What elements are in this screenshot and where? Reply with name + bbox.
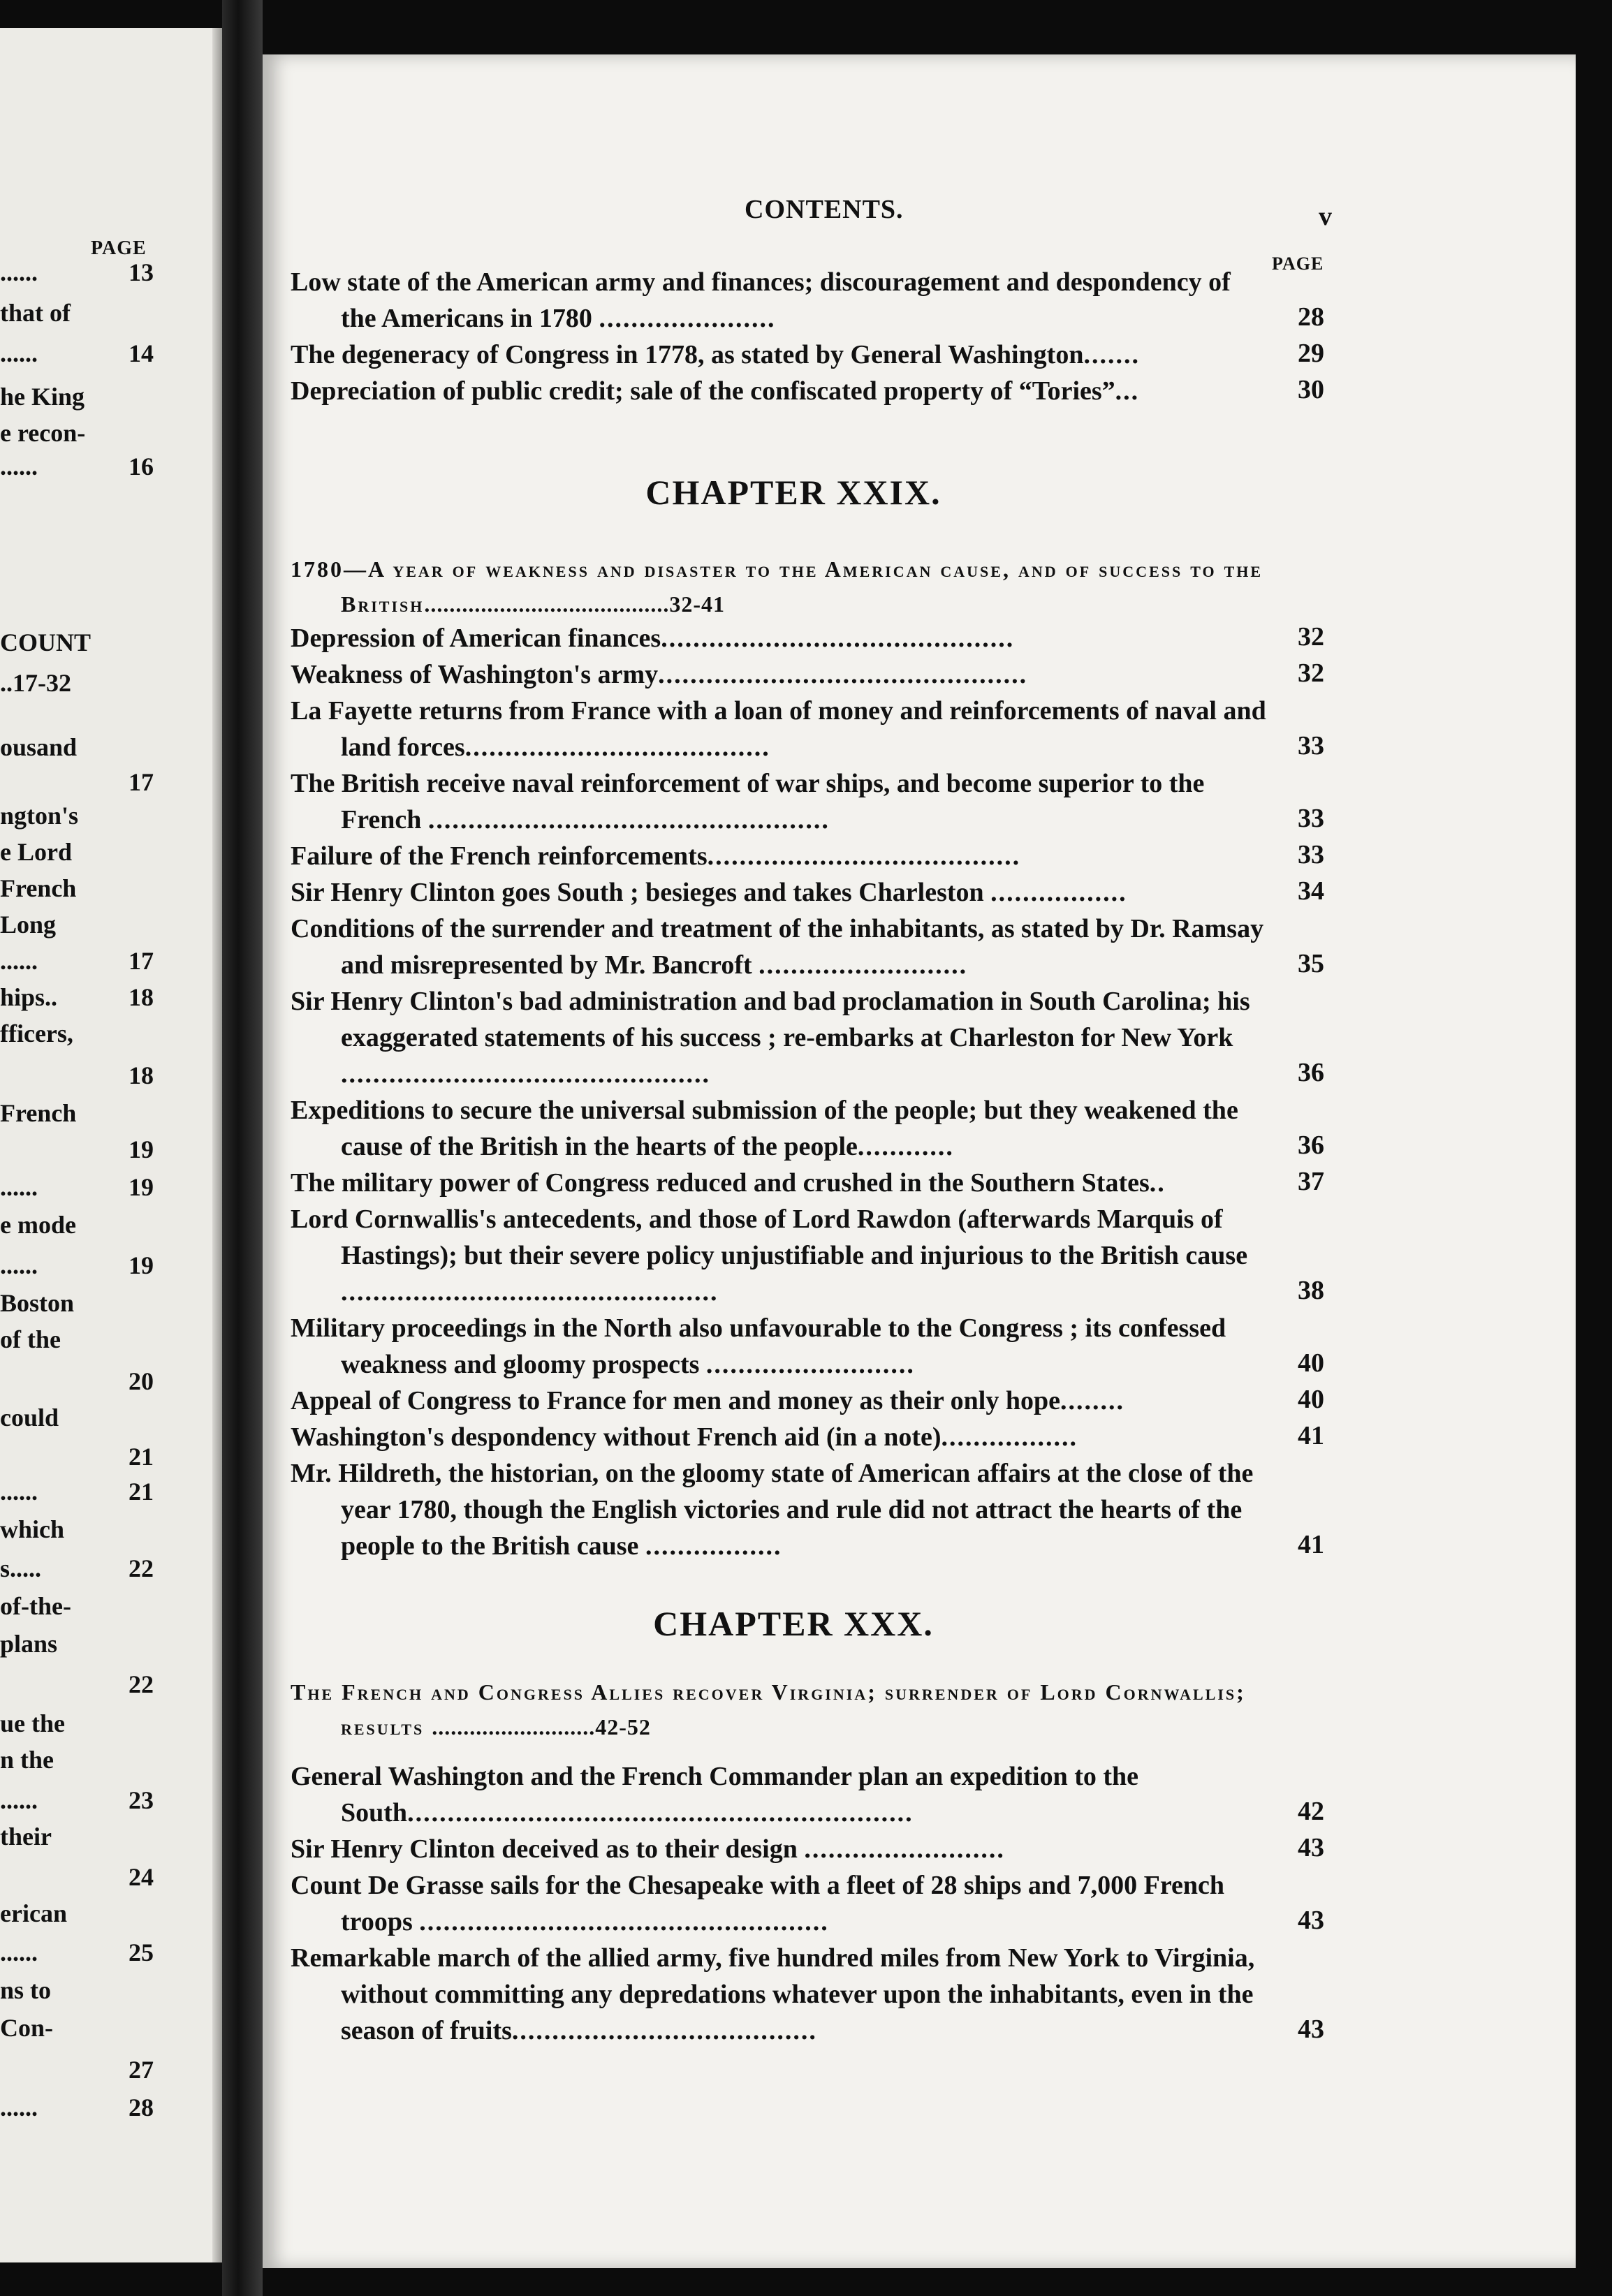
toc-entry-title: Sir Henry Clinton goes South ; besieges and takes Charleston	[291, 878, 991, 907]
toc-entry-text	[291, 656, 1296, 693]
left-page-line-text: ......	[0, 1251, 38, 1279]
left-page-line-text: Long	[0, 911, 57, 939]
toc-entry-title: La Fayette returns from France with a loan of money and reinforcements of naval and land forces	[291, 696, 1266, 762]
left-page-line-text: Boston	[0, 1289, 75, 1317]
left-page-line-text: e recon-	[0, 419, 86, 447]
toc-entry-page: 41	[1298, 1530, 1324, 1559]
toc-entry-title: Appeal of Congress to France for men and money as their only hope	[291, 1386, 1060, 1415]
left-page-col-label: PAGE	[91, 237, 147, 259]
toc-entry-leader: ......................................	[511, 2016, 817, 2045]
toc-entry	[291, 693, 1324, 765]
toc-entry-title: Mr. Hildreth, the historian, on the gloomy state of American affairs at the close of the year 1780, though the English victories and rule did not attract the hearts of the people to the British cause	[291, 1459, 1254, 1561]
toc-entry-title: Washington's despondency without French aid (in a note)	[291, 1422, 941, 1452]
page-column-label: PAGE	[1272, 253, 1324, 274]
toc-entry-page: 29	[1298, 339, 1324, 368]
left-page-line-page: 17	[129, 947, 154, 975]
left-page-gutter	[212, 28, 222, 2262]
toc-entry	[291, 656, 1324, 693]
left-page-line-page: 20	[129, 1367, 154, 1395]
chapter-xxix-summary-dots: .......................................	[424, 591, 670, 617]
toc-entry-title: Sir Henry Clinton deceived as to their design	[291, 1834, 805, 1864]
toc-entry	[291, 264, 1324, 337]
chapter-xxx-entries	[263, 1758, 1576, 2049]
left-page-line-page: 28	[129, 2093, 154, 2121]
toc-entry-text	[291, 1383, 1296, 1419]
left-page-line-text: ......	[0, 452, 38, 480]
toc-entry-leader: ..........................	[705, 1350, 915, 1379]
left-page-line-text: ue the	[0, 1709, 65, 1737]
chapter-xxx-summary	[291, 1675, 1305, 1744]
chapter-xxix-summary	[291, 552, 1305, 621]
left-page-line-page: 21	[129, 1478, 154, 1506]
toc-entry-text	[291, 337, 1296, 373]
toc-entry	[291, 1831, 1324, 1867]
left-page-line-text: hips..	[0, 983, 58, 1011]
left-page-line-page: 18	[129, 1061, 154, 1089]
toc-entry	[291, 1867, 1324, 1940]
left-page-line-text: he King	[0, 383, 85, 411]
toc-entry-page: 33	[1298, 804, 1324, 833]
toc-entry-title: Depression of American finances	[291, 624, 661, 653]
left-page-line-page: 19	[129, 1135, 154, 1163]
left-facing-page	[0, 28, 222, 2262]
chapter-xxix-range: 32-41	[669, 591, 726, 617]
toc-entry-text	[291, 693, 1296, 765]
toc-entry-text	[291, 373, 1296, 409]
toc-entry	[291, 1383, 1324, 1419]
left-page-line-page: 21	[129, 1443, 154, 1471]
toc-entry-text	[291, 1201, 1296, 1310]
toc-entry-leader: ...	[1115, 376, 1140, 406]
toc-entry-title: Weakness of Washington's army	[291, 660, 659, 689]
left-page-line-text: ......	[0, 1478, 38, 1506]
toc-entry-title: Depreciation of public credit; sale of the confiscated property of “Tories”	[291, 376, 1115, 406]
toc-entry-page: 28	[1298, 302, 1324, 332]
toc-entry	[291, 373, 1324, 409]
page-header	[263, 194, 1576, 236]
left-page-line-text: ......	[0, 339, 38, 367]
left-page-line-text: ......	[0, 1786, 38, 1814]
entries-top	[263, 264, 1576, 409]
toc-entry-text	[291, 1419, 1296, 1455]
toc-entry-page: 32	[1298, 622, 1324, 652]
toc-entry-text	[291, 874, 1296, 911]
chapter-xxix-entries	[263, 620, 1576, 1564]
toc-entry-text	[291, 620, 1296, 656]
toc-entry	[291, 911, 1324, 983]
left-page-line-text: n the	[0, 1746, 54, 1774]
left-page-line-page: 27	[129, 2056, 154, 2084]
left-page-line-text: ..17-32	[0, 669, 71, 697]
left-page-line-page: 22	[129, 1554, 154, 1582]
left-page-line-text: COUNT	[0, 628, 91, 656]
toc-entry-leader: ..................................................	[427, 805, 830, 834]
left-page-line-text: French	[0, 1099, 77, 1127]
left-page-line-page: 19	[129, 1251, 154, 1279]
toc-entry-page: 40	[1298, 1385, 1324, 1414]
left-page-line-text: ......	[0, 258, 38, 286]
toc-entry-leader: .................	[645, 1531, 782, 1561]
toc-entry-page: 42	[1298, 1797, 1324, 1826]
left-page-line-text: e mode	[0, 1211, 76, 1239]
left-page-line-page: 19	[129, 1173, 154, 1201]
left-page-line-text: of-the-	[0, 1592, 71, 1620]
toc-entry-leader: .........................	[804, 1834, 1005, 1864]
toc-entry-page: 38	[1298, 1276, 1324, 1305]
chapter-xxx-title: CHAPTER XXX.	[653, 1604, 934, 1643]
toc-entry-page: 43	[1298, 2015, 1324, 2044]
left-page-line-text: e Lord	[0, 838, 72, 866]
chapter-xxx-summary-text: The French and Congress Allies recover Virginia; surrender of Lord Cornwallis; results	[291, 1679, 1246, 1739]
toc-entry-leader: ............................................	[661, 624, 1015, 653]
toc-entry	[291, 838, 1324, 874]
toc-entry-text	[291, 838, 1296, 874]
toc-entry-text	[291, 1310, 1296, 1383]
toc-entry-title: Count De Grasse sails for the Chesapeake with a fleet of 28 ships and 7,000 French troops	[291, 1871, 1225, 1936]
toc-entry	[291, 1092, 1324, 1165]
toc-entry-page: 35	[1298, 949, 1324, 978]
toc-entry-text	[291, 264, 1296, 337]
toc-entry-title: The British receive naval reinforcement of war ships, and become superior to the French	[291, 769, 1205, 834]
toc-entry-title: The military power of Congress reduced and crushed in the Southern States	[291, 1168, 1150, 1198]
left-page-line-page: 14	[129, 339, 154, 367]
left-page-line-page: 18	[129, 983, 154, 1011]
toc-entry-title: Remarkable march of the allied army, five hundred miles from New York to Virginia, without committing any depredations whatever upon the inhabitants, even in the season of fruits	[291, 1943, 1255, 2045]
contents-page	[263, 54, 1576, 2268]
toc-entry-leader: ......................................	[464, 733, 770, 762]
toc-entry	[291, 337, 1324, 373]
toc-entry-text	[291, 1455, 1296, 1564]
running-title: CONTENTS.	[745, 195, 904, 224]
left-page-line-text: ......	[0, 947, 38, 975]
left-page-line-text: plans	[0, 1630, 58, 1658]
toc-entry	[291, 874, 1324, 911]
toc-entry-page: 43	[1298, 1906, 1324, 1935]
toc-entry	[291, 1455, 1324, 1564]
toc-entry-text	[291, 983, 1296, 1092]
toc-entry-page: 36	[1298, 1131, 1324, 1160]
toc-entry	[291, 1165, 1324, 1201]
toc-entry-title: General Washington and the French Commander plan an expedition to the South	[291, 1762, 1139, 1827]
toc-entry-leader: ..	[1149, 1168, 1166, 1198]
toc-entry-leader: ...............................................................	[407, 1798, 914, 1827]
left-page-line-text: of the	[0, 1325, 61, 1353]
toc-entry-text	[291, 911, 1296, 983]
toc-entry-leader: ..............................................	[658, 660, 1028, 689]
left-page-line-page: 17	[129, 768, 154, 796]
toc-entry-leader: ...................................................	[419, 1907, 829, 1936]
chapter-xxx-summary-dots: ..........................	[432, 1714, 596, 1739]
left-page-line-page: 24	[129, 1863, 154, 1891]
left-page-line-text: ousand	[0, 733, 78, 761]
toc-entry	[291, 1310, 1324, 1383]
toc-entry-title: Expeditions to secure the universal submission of the people; but they weakened the cause of the British in the hearts of the people	[291, 1096, 1238, 1161]
toc-entry-text	[291, 1758, 1296, 1831]
toc-entry	[291, 765, 1324, 838]
toc-entry-page: 43	[1298, 1833, 1324, 1862]
toc-entry-title: Failure of the French reinforcements	[291, 841, 708, 871]
toc-entry-title: Low state of the American army and finances; discouragement and despondency of the Americans in 1780	[291, 267, 1231, 333]
toc-entry-page: 36	[1298, 1058, 1324, 1087]
left-page-line-text: could	[0, 1404, 59, 1432]
toc-entry-page: 32	[1298, 658, 1324, 688]
toc-entry-title: The degeneracy of Congress in 1778, as stated by General Washington	[291, 340, 1084, 369]
toc-entry-text	[291, 1092, 1296, 1165]
toc-entry-leader: ...............................................	[341, 1277, 719, 1307]
book-binding	[222, 0, 263, 2296]
page-number: v	[1319, 202, 1332, 231]
left-page-line-text: French	[0, 874, 77, 902]
left-page-line-text: erican	[0, 1899, 67, 1927]
toc-entry-page: 34	[1298, 876, 1324, 906]
toc-entry-leader: .................	[941, 1422, 1078, 1452]
left-page-line-page: 22	[129, 1670, 154, 1698]
toc-entry	[291, 620, 1324, 656]
toc-entry-title: Military proceedings in the North also unfavourable to the Congress ; its confessed weakness and gloomy prospects	[291, 1313, 1226, 1379]
chapter-xxix-title: CHAPTER XXIX.	[645, 473, 941, 512]
toc-entry-page: 33	[1298, 731, 1324, 760]
toc-entry-title: Conditions of the surrender and treatment of the inhabitants, as stated by Dr. Ramsay and misrepresented by Mr. Bancroft	[291, 914, 1264, 980]
left-page-line-page: 25	[129, 1938, 154, 1966]
toc-entry-leader: ..............................................	[341, 1059, 710, 1089]
left-page-line-text: ......	[0, 2093, 38, 2121]
toc-entry-page: 40	[1298, 1348, 1324, 1378]
left-page-line-text: their	[0, 1823, 52, 1850]
toc-entry-text	[291, 1867, 1296, 1940]
left-page-line-text: ......	[0, 1938, 38, 1966]
left-page-line-text: fficers,	[0, 1020, 73, 1047]
toc-entry-text	[291, 1165, 1296, 1201]
toc-entry	[291, 1940, 1324, 2049]
toc-entry	[291, 1419, 1324, 1455]
toc-entry-leader: .......................................	[707, 841, 1021, 871]
toc-entry-leader: .................	[990, 878, 1127, 907]
toc-entry-leader: ........	[1060, 1386, 1124, 1415]
left-page-line-page: 16	[129, 452, 154, 480]
left-page-line-text: that of	[0, 299, 71, 327]
left-page-line-page: 23	[129, 1786, 154, 1814]
toc-entry-leader: ............	[857, 1132, 954, 1161]
toc-entry-text	[291, 765, 1296, 838]
toc-entry-title: Lord Cornwallis's antecedents, and those of Lord Rawdon (afterwards Marquis of Hastings); but their severe policy unjustifiable and injurious to the British cause	[291, 1205, 1248, 1270]
left-page-line-text: ns to	[0, 1976, 52, 2004]
toc-entry-leader: ..........................	[759, 950, 968, 980]
toc-entry-page: 37	[1298, 1167, 1324, 1196]
toc-entry	[291, 1201, 1324, 1310]
toc-entry-text	[291, 1831, 1296, 1867]
toc-entry-page: 33	[1298, 840, 1324, 869]
left-page-line-text: Con-	[0, 2014, 54, 2042]
left-page-line-text: which	[0, 1515, 65, 1543]
left-page-line-page: 13	[129, 258, 154, 286]
left-page-line-text: s.....	[0, 1554, 42, 1582]
chapter-xxix-summary-text: 1780—A year of weakness and disaster to the American cause, and of success to the British	[291, 557, 1263, 617]
toc-entry-page: 30	[1298, 375, 1324, 404]
toc-entry	[291, 1758, 1324, 1831]
left-page-line-text: ngton's	[0, 802, 79, 830]
toc-entry	[291, 983, 1324, 1092]
toc-entry-text	[291, 1940, 1296, 2049]
toc-entry-page: 41	[1298, 1421, 1324, 1450]
toc-entry-title: Sir Henry Clinton's bad administration and bad proclamation in South Carolina; his exaggerated statements of his success ; re-embarks at Charleston for New York	[291, 987, 1250, 1052]
chapter-xxx-range: 42-52	[595, 1714, 651, 1739]
toc-entry-leader: ......................	[599, 304, 776, 333]
toc-entry-leader: .......	[1083, 340, 1140, 369]
left-page-line-text: ......	[0, 1173, 38, 1201]
